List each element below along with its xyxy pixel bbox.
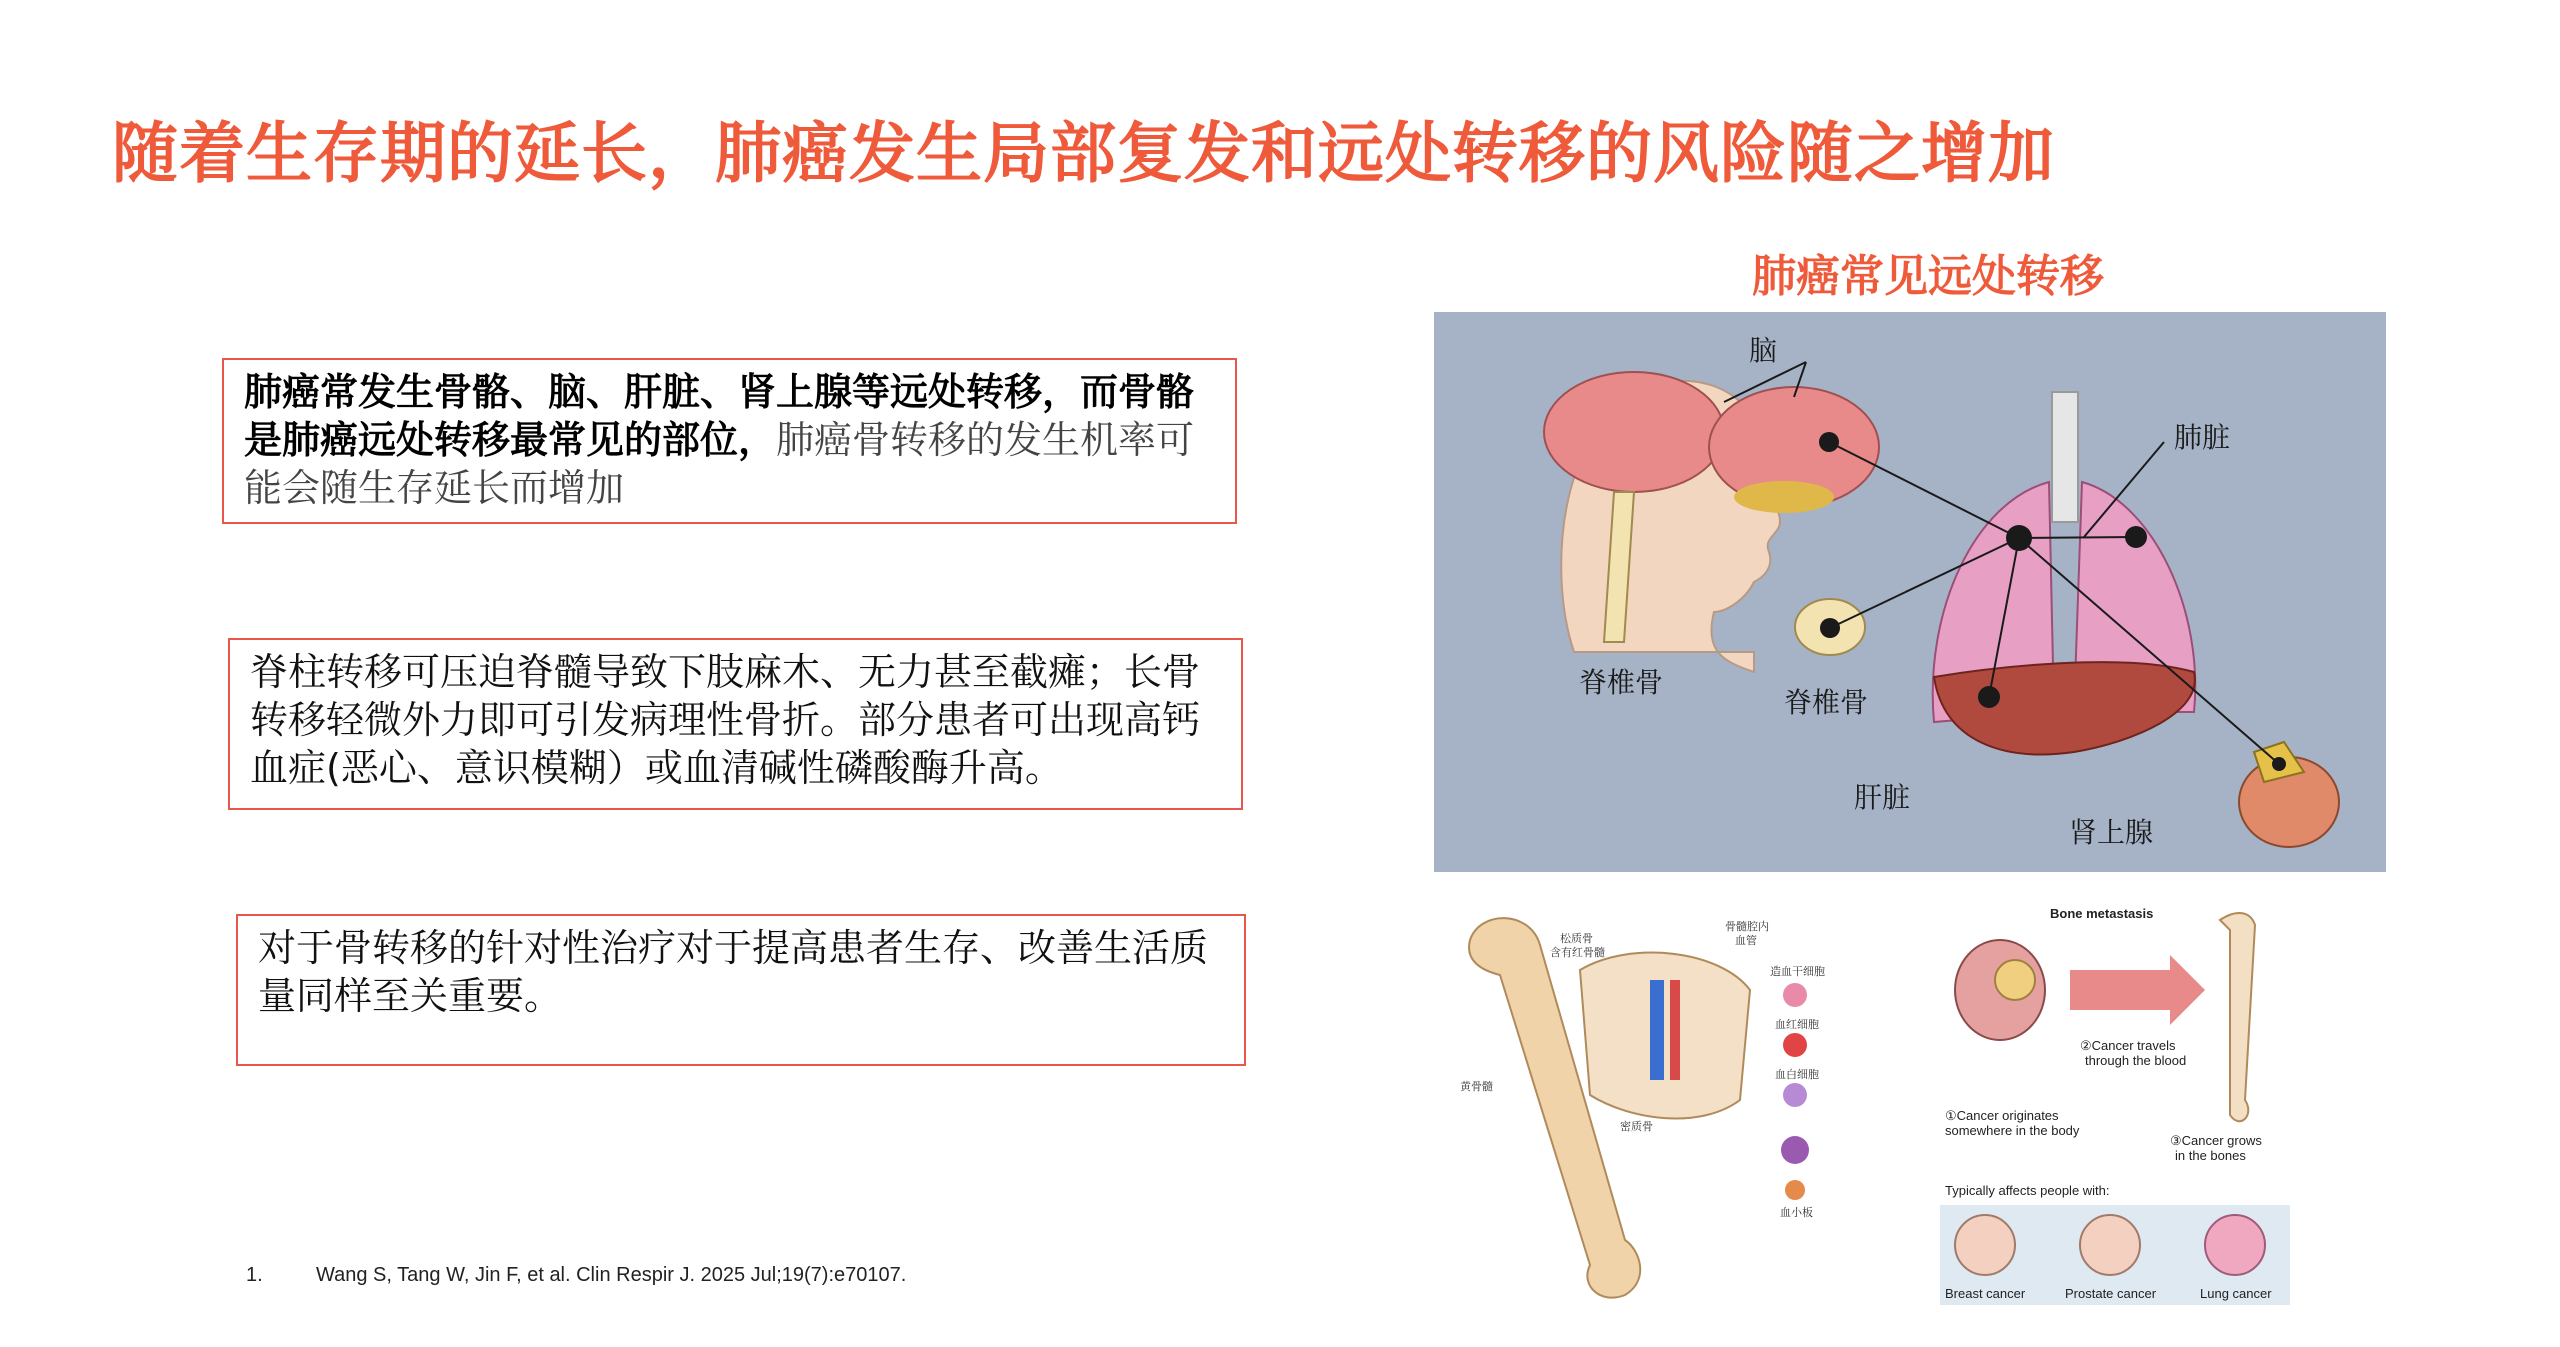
anatomy-illustration [1434,312,2386,872]
affects-text: Typically affects people with: [1945,1183,2110,1198]
reference-number: 1. [246,1264,263,1286]
label-stem-cell: 造血干细胞 [1770,965,1825,978]
step1-text: ①Cancer originates [1945,1108,2059,1123]
normal-statement: 肺癌骨转移的发生机率可能会随生存延长而增加 [244,418,1195,510]
step3b-text: in the bones [2175,1148,2246,1163]
breast-icon [1955,1215,2015,1275]
label-liver: 肝脏 [1854,781,1911,814]
text-box-treatment [236,914,1246,1066]
liver [1934,662,2195,754]
text-box-bone-metastasis [222,358,1237,524]
lung-icon [2205,1215,2265,1275]
text-box-symptoms [228,638,1243,810]
figure-title: 肺癌常见远处转移 [1752,251,2104,302]
bone-structure-figure [1450,900,1880,1310]
label-compact: 密质骨 [1620,1120,1653,1133]
meta-title: Bone metastasis [2050,906,2154,921]
label-vessel: 血管 [1735,934,1757,947]
label-marrow-vessel: 骨髓腔内 [1725,920,1769,933]
blood-arrow [2070,955,2205,1025]
label-adrenal: 肾上腺 [2069,816,2154,849]
reference-text: Wang S, Tang W, Jin F, et al. Clin Respir J. 2025 Jul;19(7):e70107. [316,1264,907,1286]
label-spine-mid: 脊椎骨 [1784,686,1869,719]
label-red-marrow: 含有红骨髓 [1550,946,1605,959]
metastasis-steps-illustration [1940,900,2300,1310]
metastasis-anatomy-figure [1434,312,2386,872]
label-rbc: 血红细胞 [1775,1018,1819,1031]
separator: ， [738,418,777,462]
cancer-label-prostate: Prostate cancer [2065,1286,2157,1301]
slide-title: 随着生存期的延长，肺癌发生局部复发和远处转移的风险随之增加 [112,115,2055,192]
bold-statement: 肺癌常发生骨骼、脑、肝脏、肾上腺等远处转移，而骨骼是肺癌远处转移最常见的部位 [244,370,1195,462]
step1b-text: somewhere in the body [1945,1123,2080,1138]
trachea [2052,392,2078,522]
label-spine-left: 脊椎骨 [1579,666,1664,699]
step2-text: ②Cancer travels [2080,1038,2176,1053]
cancer-label-breast: Breast cancer [1945,1286,2026,1301]
cancer-label-lung: Lung cancer [2200,1286,2272,1301]
bone-right [2220,913,2255,1121]
bone-section [1580,953,1750,1119]
label-lung: 肺脏 [2174,421,2231,454]
bone-illustration [1450,900,1880,1310]
step3-text: ③Cancer grows [2170,1133,2262,1148]
treatment-text: 对于骨转移的针对性治疗对于提高患者生存、改善生活质量同样至关重要。 [258,926,1209,1018]
bone-metastasis-figure [1940,900,2300,1310]
label-yellow-marrow: 黄骨髓 [1460,1080,1493,1093]
label-wbc: 血白细胞 [1775,1068,1819,1081]
label-brain: 脑 [1749,334,1778,367]
symptoms-text: 脊柱转移可压迫脊髓导致下肢麻木、无力甚至截瘫；长骨转移轻微外力即可引发病理性骨折。部分患者可出现高钙血症(恶心、意识模糊）或血清碱性磷酸酶升高。 [250,650,1201,790]
label-cancellous: 松质骨 [1560,932,1593,945]
label-platelet: 血小板 [1780,1206,1813,1219]
reference [246,1264,906,1287]
prostate-icon [2080,1215,2140,1275]
step2b-text: through the blood [2085,1053,2187,1068]
brain-left [1544,372,1724,492]
